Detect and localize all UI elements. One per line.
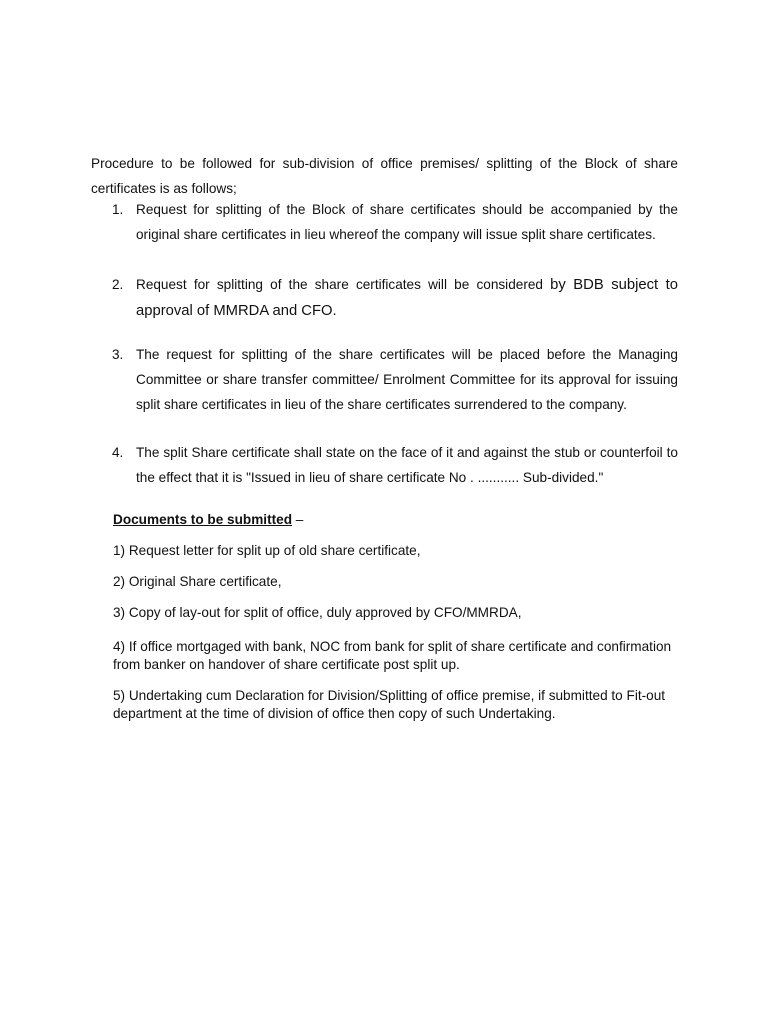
procedure-number: 1. — [112, 202, 124, 217]
procedure-item-2 — [112, 272, 678, 324]
documents-heading — [113, 510, 303, 530]
procedure-item-1 — [112, 197, 678, 247]
documents-heading-dash: – — [292, 512, 304, 527]
procedure-number: 2. — [112, 277, 124, 292]
procedure-text-end: by BDB subject to approval of MMRDA and CFO. — [136, 277, 678, 319]
procedure-item-3 — [112, 342, 678, 417]
procedure-text-start: Request for splitting of the share certificates will be considered — [136, 277, 543, 292]
document-item-1: 1) Request letter for split up of old share certificate, — [113, 543, 421, 558]
document-item-3: 3) Copy of lay-out for split of office, duly approved by CFO/MMRDA, — [113, 605, 522, 620]
intro-paragraph: Procedure to be followed for sub-division of office premises/ splitting of the Block of share certificates is as follows; — [91, 155, 678, 196]
procedure-number: 3. — [112, 347, 124, 362]
document-item-2: 2) Original Share certificate, — [113, 574, 282, 589]
procedure-text: The split Share certificate shall state on the face of it and against the stub or counterfoil to the effect that it is "Issued in lieu of share certificate No . ........... Sub-divided." — [136, 445, 678, 485]
documents-heading-label: Documents to be submitted — [113, 512, 292, 527]
document-item-4: 4) If office mortgaged with bank, NOC from bank for split of share certificate and confirmation from banker on handover of share certificate post split up. — [113, 639, 672, 672]
procedure-text — [136, 272, 678, 324]
procedure-text: Request for splitting of the Block of share certificates should be accompanied by the original share certificates in lieu whereof the company will issue split share certificates. — [136, 202, 678, 242]
procedure-number: 4. — [112, 445, 124, 460]
procedure-item-4 — [112, 440, 678, 490]
procedure-text: The request for splitting of the share certificates will be placed before the Managing Committee or share transfer committee/ Enrolment Committee for its approval for issuing split share certificates in lieu of the share certificates surrendered to the company. — [136, 347, 678, 412]
document-item-5: 5) Undertaking cum Declaration for Division/Splitting of office premise, if submitted to Fit-out department at the time of division of office then copy of such Undertaking. — [113, 688, 666, 721]
